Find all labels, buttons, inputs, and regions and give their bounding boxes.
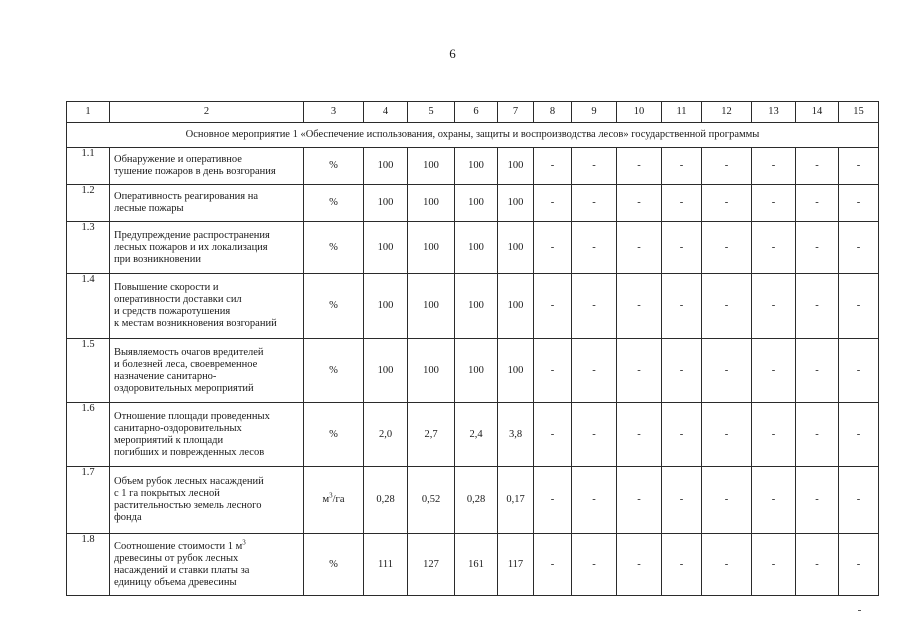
indicator-name-line: единицу объема древесины [114,576,237,588]
value-cell: - [702,222,752,274]
column-number-7: 7 [498,102,534,123]
unit-of-measure: % [304,222,364,274]
value-cell: - [572,274,617,339]
indicator-name-line: и средств пожаротушения [114,306,231,317]
row-number: 1.6 [67,403,110,467]
value-cell: - [839,467,879,534]
value-cell: - [534,339,572,403]
value-cell: 2,7 [408,403,455,467]
indicator-name-line: назначение санитарно- [114,370,217,382]
value-cell: - [662,274,702,339]
value-cell: - [617,185,662,222]
value-cell: - [752,148,796,185]
value-cell: - [534,274,572,339]
unit-of-measure: % [304,534,364,596]
column-number-11: 11 [662,102,702,123]
value-cell: 100 [455,148,498,185]
unit-of-measure: % [304,403,364,467]
value-cell: 100 [364,222,408,274]
indicator-name-line: растительностью земель лесного [114,500,262,511]
value-cell: - [796,222,839,274]
value-cell: - [796,148,839,185]
value-cell: - [752,403,796,467]
value-cell: 111 [364,534,408,596]
value-cell: - [617,467,662,534]
value-cell: - [534,467,572,534]
value-cell: - [662,148,702,185]
column-number-15: 15 [839,102,879,123]
value-cell: - [617,222,662,274]
indicator-name [110,148,304,185]
value-cell: 100 [364,339,408,403]
table-row [67,185,879,222]
value-cell: 100 [408,148,455,185]
row-number: 1.7 [67,467,110,534]
indicator-name-line: при возникновении [114,253,202,265]
indicator-name-line: Предупреждение распространения [114,229,270,241]
value-cell: 100 [364,148,408,185]
column-number-3: 3 [304,102,364,123]
value-cell: - [572,467,617,534]
value-cell: - [752,222,796,274]
column-number-2: 2 [110,102,304,123]
indicator-name-line: насаждений и ставки платы за [114,564,250,576]
row-number: 1.8 [67,534,110,596]
row-number: 1.5 [67,339,110,403]
value-cell: - [796,534,839,596]
value-cell: 0,28 [455,467,498,534]
indicator-name-line: Повышение скорости и [114,282,219,293]
value-cell: - [796,403,839,467]
value-cell: - [534,148,572,185]
value-cell: 100 [498,148,534,185]
value-cell: - [702,274,752,339]
value-cell: 161 [455,534,498,596]
value-cell: - [572,534,617,596]
value-cell: - [662,467,702,534]
value-cell: - [752,185,796,222]
unit-of-measure: % [304,185,364,222]
indicator-name [110,467,304,534]
value-cell: - [752,467,796,534]
value-cell: 100 [455,274,498,339]
value-cell: - [572,185,617,222]
value-cell: 100 [408,185,455,222]
value-cell: 2,4 [455,403,498,467]
column-number-header-row [67,102,879,123]
indicators-table [66,101,879,596]
indicator-name [110,339,304,403]
value-cell: - [702,148,752,185]
value-cell: - [752,274,796,339]
value-cell: - [796,339,839,403]
value-cell: 100 [455,185,498,222]
indicator-name-line: оперативности доставки сил [114,294,242,305]
value-cell: 0,17 [498,467,534,534]
value-cell: 127 [408,534,455,596]
column-number-8: 8 [534,102,572,123]
value-cell: - [572,403,617,467]
indicator-name-line: Объем рубок лесных насаждений [114,476,264,487]
section-title: Основное мероприятие 1 «Обеспечение использования, охраны, защиты и воспроизводства лесов» государственной программы [67,123,879,148]
value-cell: - [662,339,702,403]
value-cell: - [839,274,879,339]
value-cell: - [839,222,879,274]
unit-of-measure: % [304,274,364,339]
indicator-name-line: погибших и поврежденных лесов [114,446,265,458]
value-cell: - [796,185,839,222]
unit-of-measure: $м^3/га$ [304,467,364,534]
column-number-5: 5 [408,102,455,123]
indicator-name-line: санитарно-оздоровительных [114,422,242,434]
column-number-13: 13 [752,102,796,123]
value-cell: - [534,222,572,274]
column-number-12: 12 [702,102,752,123]
column-number-10: 10 [617,102,662,123]
value-cell: 100 [364,185,408,222]
value-cell: - [572,222,617,274]
value-cell: - [839,339,879,403]
value-cell: 100 [498,274,534,339]
value-cell: - [702,403,752,467]
indicator-name-line: Выявляемость очагов вредителей [114,346,264,358]
value-cell: - [617,534,662,596]
value-cell: 0,28 [364,467,408,534]
column-number-6: 6 [455,102,498,123]
page-number: 6 [449,46,456,61]
value-cell: - [572,339,617,403]
value-cell: - [662,222,702,274]
indicator-name-line: с 1 га покрытых лесной [114,488,220,499]
unit-of-measure: % [304,339,364,403]
indicator-name-line: и болезней леса, своевременное [114,358,258,370]
section-title-row [67,123,879,148]
row-number: 1.3 [67,222,110,274]
indicator-name-line: Оперативность реагирования на [114,191,259,202]
row-number: 1.1 [67,148,110,185]
column-number-1: 1 [67,102,110,123]
indicator-name-line: тушение пожаров в день возгорания [114,166,276,177]
value-cell: - [839,148,879,185]
value-cell: - [839,534,879,596]
value-cell: - [752,534,796,596]
value-cell: - [839,403,879,467]
indicator-name-line: к местам возникновения возгораний [114,318,277,329]
value-cell: - [534,534,572,596]
value-cell: 100 [455,222,498,274]
value-cell: 100 [498,339,534,403]
indicator-name-line: Отношение площади проведенных [114,410,270,422]
value-cell: - [572,148,617,185]
value-cell: 100 [408,339,455,403]
value-cell: - [617,148,662,185]
value-cell: 100 [364,274,408,339]
scan-mark [858,610,861,611]
value-cell: - [662,185,702,222]
value-cell: - [752,339,796,403]
indicator-name-line: Обнаружение и оперативное [114,154,242,165]
value-cell: 2,0 [364,403,408,467]
value-cell: - [702,534,752,596]
column-number-9: 9 [572,102,617,123]
value-cell: - [702,339,752,403]
indicator-name [110,403,304,467]
indicator-name [110,534,304,596]
value-cell: 100 [408,274,455,339]
indicator-name [110,222,304,274]
indicator-name-line: лесных пожаров и их локализация [114,241,268,253]
value-cell: - [702,467,752,534]
value-cell: 100 [408,222,455,274]
indicator-name [110,185,304,222]
value-cell: 100 [498,185,534,222]
table-row [67,222,879,274]
value-cell: 117 [498,534,534,596]
indicator-name-line: древесины от рубок лесных [114,552,239,564]
value-cell: - [617,403,662,467]
column-number-14: 14 [796,102,839,123]
value-cell: - [617,274,662,339]
row-number: 1.2 [67,185,110,222]
value-cell: - [796,467,839,534]
value-cell: - [796,274,839,339]
value-cell: - [702,185,752,222]
indicator-name-line: лесные пожары [114,203,184,214]
row-number: 1.4 [67,274,110,339]
value-cell: 100 [498,222,534,274]
value-cell: 100 [455,339,498,403]
indicator-name-line: фонда [114,512,142,523]
value-cell: - [534,185,572,222]
value-cell: - [662,534,702,596]
value-cell: 3,8 [498,403,534,467]
value-cell: - [617,339,662,403]
value-cell: 0,52 [408,467,455,534]
table-row [67,274,879,339]
unit-of-measure: % [304,148,364,185]
table-row [67,148,879,185]
table-row [67,467,879,534]
indicator-name [110,274,304,339]
indicator-name-line: Соотношение стоимости 1 $м^3$ [114,538,246,552]
indicator-name-line: мероприятий к площади [114,434,224,446]
column-number-4: 4 [364,102,408,123]
value-cell: - [534,403,572,467]
value-cell: - [662,403,702,467]
table-row [67,339,879,403]
table-row [67,534,879,596]
value-cell: - [839,185,879,222]
table-row [67,403,879,467]
indicator-name-line: оздоровительных мероприятий [114,382,254,394]
